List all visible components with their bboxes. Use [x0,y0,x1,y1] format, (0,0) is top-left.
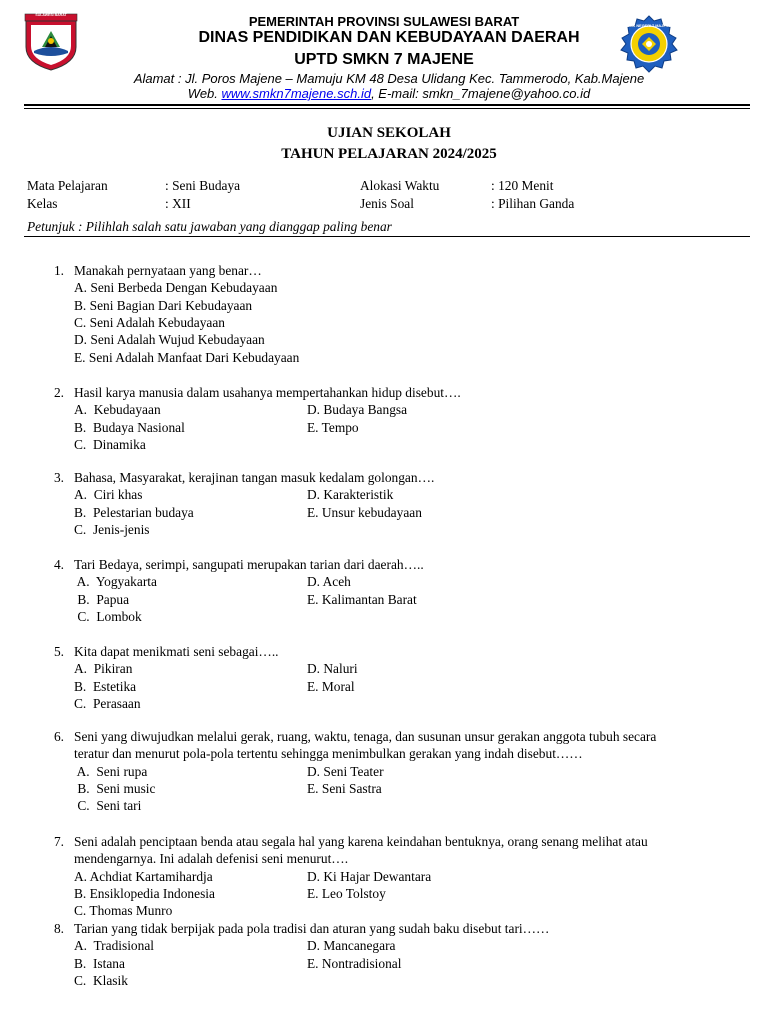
answer-option: E. Seni Adalah Manfaat Dari Kebudayaan [74,349,300,365]
website-link[interactable]: www.smkn7majene.sch.id [221,86,372,101]
web-prefix: Web. [187,86,222,101]
answer-option: E. Unsur kebudayaan [307,504,422,520]
department-name: DINAS PENDIDIKAN DAN KEBUDAYAAN DAERAH [198,29,580,46]
answer-option: D. Mancanegara [307,938,396,954]
subject-value: : Seni Budaya [165,178,241,193]
email-text: , E-mail: smkn_7majene@yahoo.co.id [371,86,591,101]
instructions: Petunjuk : Pilihlah salah satu jawaban yang dianggap paling benar [27,219,392,234]
answer-option: E. Seni Sastra [307,780,382,796]
question-number: 7. [53,834,64,849]
question-text: teratur dan menurut pola-pola tertentu sehingga menimbulkan gerakan yang indah disebut…… [74,746,583,762]
exam-title: UJIAN SEKOLAH [327,125,451,141]
answer-option: A. Ciri khas [74,487,143,503]
question-number: 6. [53,729,64,744]
question-text: Kita dapat menikmati seni sebagai….. [74,644,279,659]
answer-option: A. Yogyakarta [74,574,157,590]
class-label: Kelas [27,196,58,211]
time-label: Alokasi Waktu [360,178,440,193]
government-name: PEMERINTAH PROVINSI SULAWESI BARAT [248,14,520,29]
answer-option: A. Tradisional [74,938,154,954]
answer-option: D. Ki Hajar Dewantara [307,868,432,884]
answer-option: C. Dinamika [74,436,146,452]
province-logo-caption: SULAWESI BARAT [35,13,67,17]
question-text: Hasil karya manusia dalam usahanya mempertahankan hidup disebut…. [74,385,461,400]
answer-option: B. Istana [74,955,125,971]
answer-option: D. Seni Adalah Wujud Kebudayaan [74,332,265,348]
answer-option: C. Thomas Munro [74,903,173,919]
answer-option: C. Klasik [74,972,128,988]
answer-option: C. Seni Adalah Kebudayaan [74,314,225,330]
letterhead-divider [24,104,750,109]
answer-option: D. Seni Teater [307,763,384,779]
answer-option: E. Leo Tolstoy [307,885,386,901]
answer-option: C. Perasaan [74,695,141,711]
school-name: UPTD SMKN 7 MAJENE [294,51,474,68]
school-address: Alamat : Jl. Poros Majene – Mamuju KM 48 Desa Ulidang Kec. Tammerodo, Kab.Majene [133,71,645,86]
answer-option: E. Nontradisional [307,955,402,971]
school-contact [0,86,768,101]
answer-option: B. Seni music [74,780,156,796]
answer-option: A. Pikiran [74,661,133,677]
answer-option: B. Ensiklopedia Indonesia [74,885,215,901]
answer-option: C. Lombok [74,608,142,624]
answer-option: E. Kalimantan Barat [307,591,417,607]
answer-option: B. Pelestarian budaya [74,504,194,520]
question-text: Bahasa, Masyarakat, kerajinan tangan masuk kedalam golongan…. [74,470,435,485]
answer-option: B. Papua [74,591,130,607]
answer-option: D. Naluri [307,661,358,677]
question-text: Tarian yang tidak berpijak pada pola tradisi dan aturan yang sudah baku disebut tari…… [74,921,550,936]
question-text: Tari Bedaya, serimpi, sangupati merupakan tarian dari daerah….. [74,557,424,572]
class-value: : XII [165,196,191,211]
question-number: 2. [53,385,64,400]
school-logo-caption: SMK NEGERI 7 MAJENE [626,24,672,28]
answer-option: C. Seni tari [74,798,142,814]
question-text: Manakah pernyataan yang benar… [74,263,262,278]
answer-option: B. Seni Bagian Dari Kebudayaan [74,297,253,313]
answer-option: A. Kebudayaan [74,402,161,418]
time-value: : 120 Menit [491,178,554,193]
type-value: : Pilihan Ganda [491,196,575,211]
question-number: 5. [53,644,64,659]
subject-label: Mata Pelajaran [27,178,108,193]
question-number: 8. [53,921,64,936]
answer-option: D. Aceh [307,574,351,590]
answer-option: E. Moral [307,678,355,694]
question-text: Seni adalah penciptaan benda atau segala hal yang karena keindahan bentuknya, orang senang melihat atau [74,834,648,849]
question-text: mendengarnya. Ini adalah defenisi seni menurut…. [74,851,349,867]
academic-year: TAHUN PELAJARAN 2024/2025 [281,146,497,162]
answer-option: A. Seni rupa [74,763,148,779]
question-number: 4. [53,557,64,572]
answer-option: C. Jenis-jenis [74,521,150,537]
answer-option: A. Seni Berbeda Dengan Kebudayaan [74,280,278,296]
answer-option: D. Karakteristik [307,487,394,503]
instructions-divider [24,236,750,237]
question-text: Seni yang diwujudkan melalui gerak, ruang, waktu, tenaga, dan susunan unsur gerakan anggota tubuh secara [74,729,657,744]
answer-option: B. Estetika [74,678,137,694]
type-label: Jenis Soal [360,196,414,211]
question-number: 1. [53,263,64,278]
answer-option: B. Budaya Nasional [74,419,185,435]
question-number: 3. [53,470,64,485]
answer-option: D. Budaya Bangsa [307,402,408,418]
answer-option: A. Achdiat Kartamihardja [74,868,213,884]
answer-option: E. Tempo [307,419,359,435]
